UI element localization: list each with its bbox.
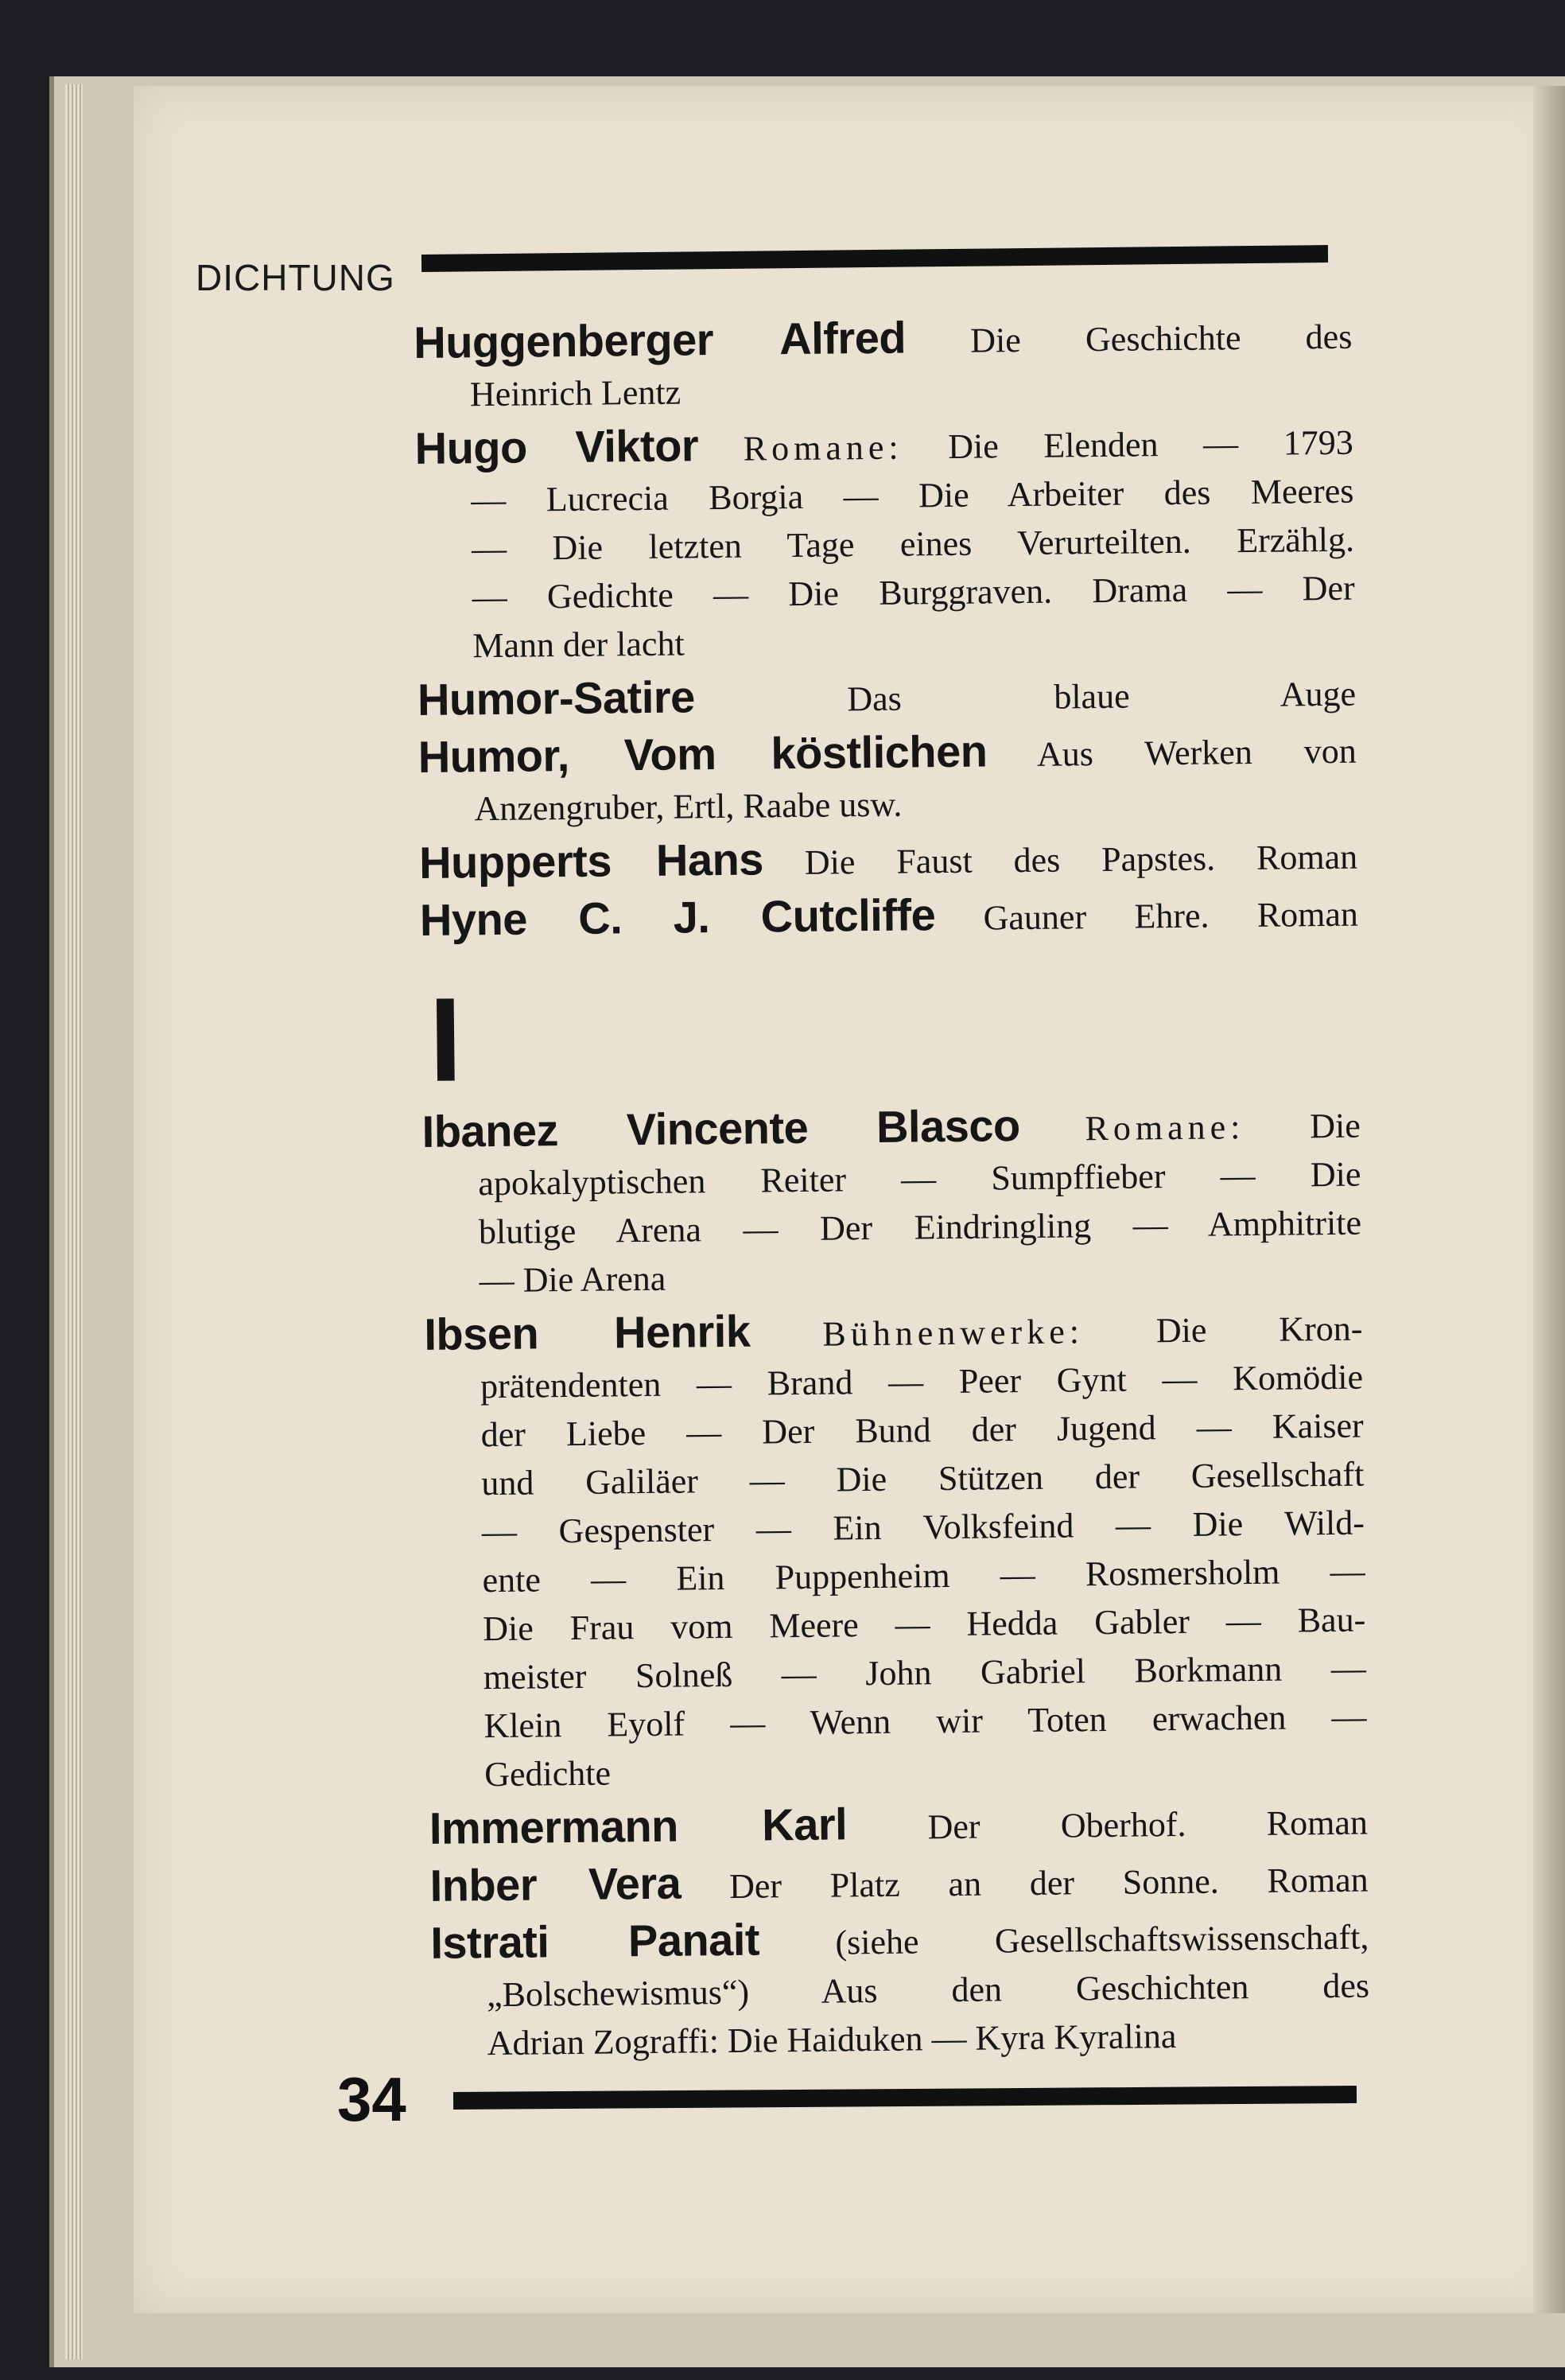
entry-author: Inber Vera: [429, 1857, 682, 1911]
entry-works-line: Adrian Zograffi: Die Haiduken — Kyra Kyralina: [487, 2016, 1177, 2063]
entry-head: [420, 886, 1359, 948]
entry-category: Bühnenwerke:: [822, 1312, 1085, 1354]
entry-works-line: Klein Eyolf — Wenn wir Toten erwachen —: [483, 1697, 1367, 1746]
entry-works: Das blaue Auge: [847, 674, 1357, 719]
entry: [419, 829, 1358, 891]
entry-author: Hyne C. J. Cutcliffe: [419, 889, 936, 945]
entry-works-line: „Bolschewismus“) Aus den Geschichten des: [486, 1966, 1370, 2015]
entry-head: [419, 829, 1358, 891]
entry-author: Humor, Vom köstlichen: [417, 725, 988, 782]
entry-works: Die Geschichte des: [969, 317, 1353, 360]
entry-head: [424, 1301, 1363, 1363]
entry-works-line: und Galiläer — Die Stützen der Gesellschaft: [481, 1454, 1365, 1503]
entry-works-line: prätendenten — Brand — Peer Gynt — Komödie: [480, 1357, 1364, 1406]
entry-works: Die: [1309, 1106, 1361, 1146]
entry: [421, 1098, 1362, 1305]
entry-author: Huggenberger Alfred: [413, 312, 907, 368]
entry: [429, 1852, 1369, 1914]
entry-author: Hugo Viktor: [414, 420, 699, 473]
entry-works-line: Die Frau vom Meere — Hedda Gabler — Bau-: [483, 1600, 1366, 1649]
entry-works-line: Heinrich Lentz: [469, 372, 682, 414]
entry-works-line: — Gespenster — Ein Volksfeind — Die Wild-: [481, 1503, 1365, 1552]
entry-category: Romane:: [743, 427, 903, 469]
entry: [414, 414, 1355, 671]
entry-head: [421, 1098, 1361, 1160]
entry-author: Immermann Karl: [429, 1799, 848, 1853]
entry: [424, 1301, 1367, 1799]
entry-head: [414, 414, 1353, 476]
entry-works-line: Gedichte: [483, 1753, 612, 1795]
entries-h: [414, 309, 1358, 948]
entry-head: [417, 723, 1357, 785]
entry-works-line: meister Solneß — John Gabriel Borkmann —: [483, 1648, 1367, 1698]
entry-author: Humor-Satire: [417, 671, 696, 725]
entry-head: [414, 309, 1353, 371]
entry-works: (siehe Gesellschaftswissenschaft,: [835, 1917, 1369, 1962]
entry-author: Ibanez Vincente Blasco: [421, 1100, 1021, 1157]
entry-works: Aus Werken von: [1036, 731, 1357, 774]
entry: [430, 1909, 1370, 2068]
entry-head: [429, 1795, 1369, 1857]
entry-works: Die Faust des Papstes. Roman: [804, 837, 1358, 882]
entry-works: Gauner Ehre. Roman: [983, 894, 1359, 938]
entry-head: [430, 1909, 1369, 1971]
entry-head: [417, 666, 1357, 728]
page-number: 34: [337, 2064, 406, 2134]
entry-category: Romane:: [1085, 1107, 1245, 1149]
entry: [417, 666, 1357, 728]
entry-works-line: ente — Ein Puppenheim — Rosmersholm —: [482, 1551, 1365, 1600]
entry-works-line: der Liebe — Der Bund der Jugend — Kaiser: [480, 1406, 1364, 1455]
entry-works: Der Platz an der Sonne. Roman: [728, 1860, 1369, 1906]
entry-works-line: Anzengruber, Ertl, Raabe usw.: [474, 784, 903, 829]
entry-works: Die Kron-: [1155, 1309, 1363, 1351]
entry: [429, 1795, 1369, 1857]
entry-works: Die Elenden — 1793: [947, 422, 1353, 466]
entry-works-line: — Die Arena: [479, 1258, 666, 1301]
entry: [414, 309, 1353, 419]
entry-works-line: — Die letzten Tage eines Verurteilten. Erzählg.: [471, 519, 1355, 569]
entry: [420, 886, 1359, 948]
entry: [417, 723, 1357, 834]
entry-head: [429, 1852, 1369, 1914]
entries-i: [421, 1098, 1370, 2068]
entry-list: [414, 309, 1370, 2073]
entry-works-line: — Gedichte — Die Burggraven. Drama — Der: [472, 568, 1355, 617]
entry-works: Der Oberhof. Roman: [927, 1802, 1369, 1847]
entry-author: Istrati Panait: [430, 1914, 760, 1968]
right-page-edge: [1533, 86, 1565, 2313]
entry-works-line: Mann der lacht: [472, 624, 685, 666]
entry-works-line: apokalyptischen Reiter — Sumpffieber — Die: [478, 1154, 1361, 1204]
letter-heading: I: [428, 972, 464, 1106]
entry-works-line: blutige Arena — Der Eindringling — Amphitrite: [478, 1203, 1362, 1252]
section-header: DICHTUNG: [196, 257, 395, 298]
entry-author: Hupperts Hans: [418, 834, 764, 888]
entry-author: Ibsen Henrik: [424, 1305, 751, 1359]
entry-works-line: — Lucrecia Borgia — Die Arbeiter des Meeres: [471, 471, 1354, 520]
